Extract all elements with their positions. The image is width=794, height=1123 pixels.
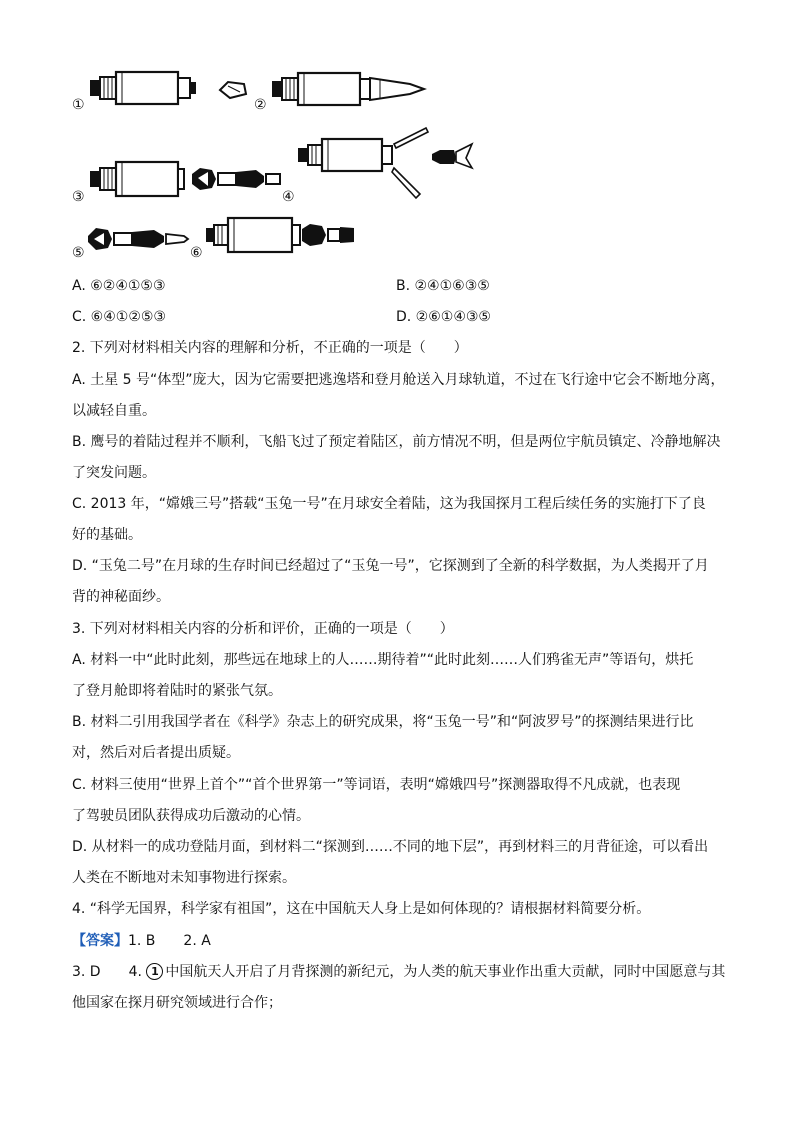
q3-option-d-line1: D. 从材料一的成功登陆月面，到材料二“探测到……不同的地下层”，再到材料三的月背征途，可以看出 [72, 839, 709, 855]
q3-option-a-line2: 了登月舱即将着陆时的紧张气氛。 [72, 683, 282, 699]
q2-option-b-line2: 了突发问题。 [72, 465, 156, 481]
figure-label-5: ⑤ [72, 245, 85, 261]
figure-label-1: ① [72, 97, 85, 113]
q3-option-d-line2: 人类在不断地对未知事物进行探索。 [72, 870, 296, 886]
figure-label-3: ③ [72, 189, 85, 205]
circled-number-badge: 1 [146, 963, 163, 980]
answer-tag: 【答案】 [72, 933, 128, 949]
q1-option-a: A. ⑥②④①⑤③ [72, 278, 166, 294]
rocket-diagram-5 [86, 222, 190, 256]
q3-option-b-line1: B. 材料二引用我国学者在《科学》杂志上的研究成果，将“玉兔一号”和“阿波罗号”的探测结果进行比 [72, 714, 694, 730]
q3-option-b-line2: 对，然后对后者提出质疑。 [72, 745, 240, 761]
lunar-module-1 [218, 80, 248, 100]
q2-option-c-line1: C. 2013 年，“嫦娥三号”搭载“玉兔一号”在月球安全着陆，这为我国探月工程后续任务的实施打下了良 [72, 496, 706, 512]
q3-stem: 3. 下列对材料相关内容的分析和评价，正确的一项是（ ） [72, 621, 454, 637]
q2-stem: 2. 下列对材料相关内容的理解和分析，不正确的一项是（ ） [72, 340, 468, 356]
q1-option-c: C. ⑥④①②⑤③ [72, 309, 166, 325]
answer-line-2-prefix: 3. D 4. [72, 964, 147, 980]
q1-option-d: D. ②⑥①④③⑤ [396, 309, 491, 325]
q4-stem: 4. “科学无国界，科学家有祖国”，这在中国航天人身上是如何体现的？请根据材料简要分析。 [72, 901, 651, 917]
rocket-diagram-6 [204, 214, 356, 256]
rocket-diagram-3 [88, 158, 284, 200]
q2-option-b-line1: B. 鹰号的着陆过程并不顺利，飞船飞过了预定着陆区，前方情况不明，但是两位宇航员镇定、冷静地解决 [72, 434, 721, 450]
answer-line-1 [72, 932, 211, 950]
answer-line-3: 他国家在探月研究领域进行合作； [72, 995, 282, 1011]
figure-label-6: ⑥ [190, 245, 203, 261]
rocket-diagram-2 [270, 70, 426, 108]
q2-option-a-line2: 以减轻自重。 [72, 403, 156, 419]
q2-option-d-line1: D. “玉兔二号”在月球的生存时间已经超过了“玉兔一号”，它探测到了全新的科学数据，为人类揭开了月 [72, 558, 709, 574]
answer-line-2 [72, 963, 725, 981]
q3-option-c-line1: C. 材料三使用“世界上首个”“首个世界第一”等词语，表明“嫦娥四号”探测器取得不凡成就，也表现 [72, 777, 681, 793]
answer-line-2-text: 中国航天人开启了月背探测的新纪元，为人类的航天事业作出重大贡献，同时中国愿意与其 [165, 964, 726, 980]
q2-option-a-line1: A. 土星 5 号“体型”庞大，因为它需要把逃逸塔和登月舱送入月球轨道，不过在飞行途中它会不断地分离， [72, 372, 725, 388]
q3-option-c-line2: 了驾驶员团队获得成功后激动的心情。 [72, 808, 310, 824]
q3-option-a-line1: A. 材料一中“此时此刻，那些远在地球上的人……期待着”“此时此刻……人们鸦雀无声”等语句，烘托 [72, 652, 694, 668]
rocket-diagram-4 [296, 124, 476, 202]
rocket-diagram-1 [88, 68, 198, 108]
figure-label-2: ② [254, 97, 267, 113]
figure-label-4: ④ [282, 189, 295, 205]
q2-option-c-line2: 好的基础。 [72, 527, 142, 543]
answer-line-1-text: 1. B 2. A [128, 933, 211, 949]
q1-option-b: B. ②④①⑥③⑤ [396, 278, 490, 294]
q2-option-d-line2: 背的神秘面纱。 [72, 589, 170, 605]
